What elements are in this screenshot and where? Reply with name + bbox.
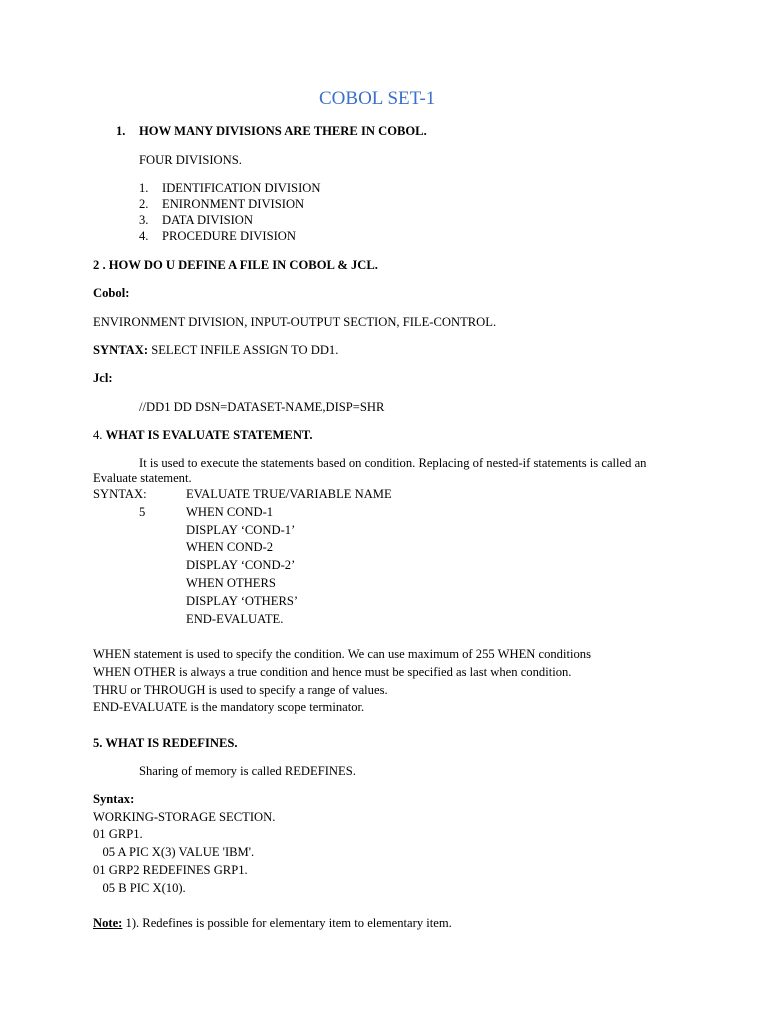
redefines-code-line: 05 B PIC X(10). — [93, 881, 186, 895]
redefines-syntax-label: Syntax: — [93, 792, 135, 806]
division-item-text: PROCEDURE DIVISION — [162, 229, 296, 243]
code-line: END-EVALUATE. — [186, 612, 284, 626]
redefines-code-line: WORKING-STORAGE SECTION. — [93, 810, 276, 824]
code-line: DISPLAY ‘COND-1’ — [186, 523, 296, 537]
jcl-text: //DD1 DD DSN=DATASET-NAME,DISP=SHR — [139, 400, 385, 414]
evaluate-syntax-label: SYNTAX: — [93, 487, 147, 501]
evaluate-note: THRU or THROUGH is used to specify a range of values. — [93, 683, 388, 697]
question-5-text: 5. WHAT IS REDEFINES. — [93, 736, 238, 750]
division-item-number: 2. — [139, 197, 149, 211]
redefines-code-line: 01 GRP1. — [93, 827, 143, 841]
division-item-number: 4. — [139, 229, 149, 243]
evaluate-description: It is used to execute the statements based on condition. Replacing of nested-if statements is called an Evaluate statement. — [93, 456, 647, 485]
evaluate-note: END-EVALUATE is the mandatory scope terminator. — [93, 700, 365, 714]
note-text: 1). Redefines is possible for elementary item to elementary item. — [122, 916, 452, 930]
jcl-label: Jcl: — [93, 371, 113, 385]
question-1-text: HOW MANY DIVISIONS ARE THERE IN COBOL. — [139, 124, 427, 138]
code-line: WHEN COND-2 — [186, 540, 274, 554]
answer-1-text: FOUR DIVISIONS. — [139, 153, 242, 167]
redefines-code-line: 01 GRP2 REDEFINES GRP1. — [93, 863, 248, 877]
question-2-text: 2 . HOW DO U DEFINE A FILE IN COBOL & JCL. — [93, 258, 378, 272]
question-4-line — [93, 428, 313, 443]
code-line: EVALUATE TRUE/VARIABLE NAME — [186, 487, 392, 501]
note-line — [93, 916, 452, 931]
question-1-number: 1. — [116, 124, 126, 138]
evaluate-note: WHEN OTHER is always a true condition and hence must be specified as last when condition. — [93, 665, 572, 679]
question-4-number: 4. — [93, 428, 103, 442]
division-item-number: 1. — [139, 181, 149, 195]
division-item-text: DATA DIVISION — [162, 213, 253, 227]
code-line: WHEN OTHERS — [186, 576, 276, 590]
question-4-text: WHAT IS EVALUATE STATEMENT. — [105, 428, 313, 442]
note-label: Note: — [93, 916, 123, 930]
page-title: COBOL SET-1 — [319, 88, 436, 109]
syntax-label: SYNTAX: — [93, 343, 149, 357]
division-item-text: ENIRONMENT DIVISION — [162, 197, 305, 211]
side-number: 5 — [139, 505, 146, 519]
syntax-text: SELECT INFILE ASSIGN TO DD1. — [148, 343, 339, 357]
evaluate-note: WHEN statement is used to specify the condition. We can use maximum of 255 WHEN conditions — [93, 647, 591, 661]
division-item-number: 3. — [139, 213, 149, 227]
cobol-label: Cobol: — [93, 286, 130, 300]
code-line: WHEN COND-1 — [186, 505, 274, 519]
redefines-code-line: 05 A PIC X(3) VALUE 'IBM'. — [93, 845, 255, 859]
code-line: DISPLAY ‘OTHERS’ — [186, 594, 299, 608]
division-item-text: IDENTIFICATION DIVISION — [162, 181, 321, 195]
cobol-definition-text: ENVIRONMENT DIVISION, INPUT-OUTPUT SECTION, FILE-CONTROL. — [93, 315, 497, 329]
code-line: DISPLAY ‘COND-2’ — [186, 558, 296, 572]
answer-5-text: Sharing of memory is called REDEFINES. — [139, 764, 356, 778]
syntax-line — [93, 343, 338, 358]
